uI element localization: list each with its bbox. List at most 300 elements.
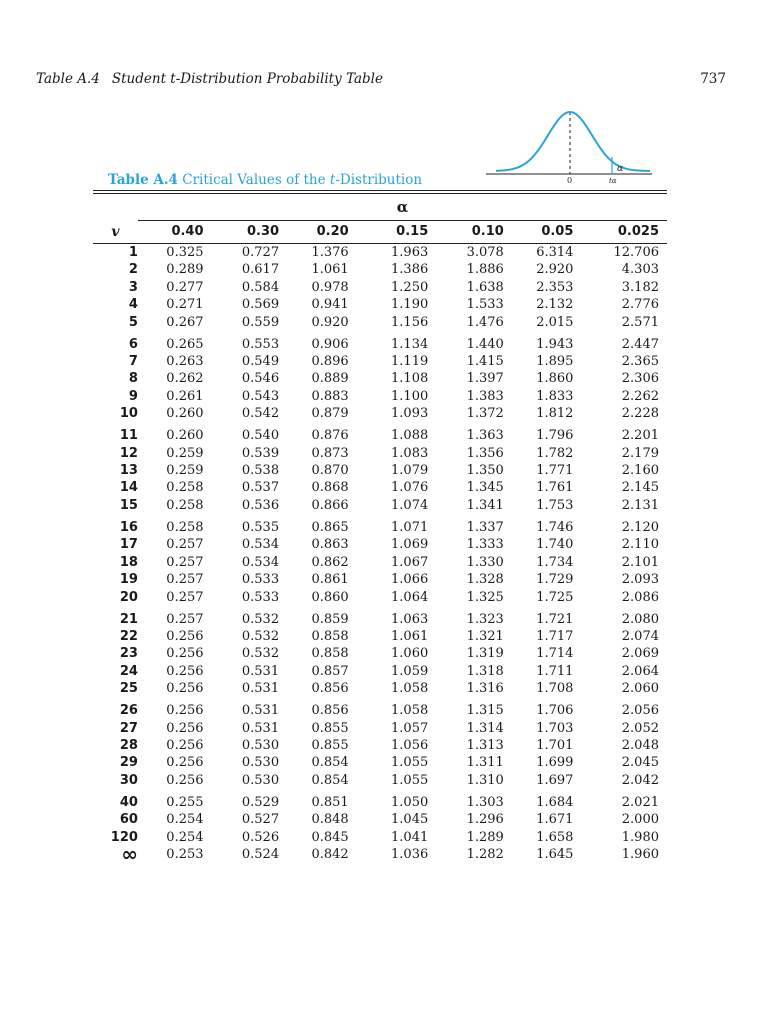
running-head-title: Student t-Distribution Probability Table xyxy=(111,71,383,87)
critical-value-cell: 1.372 xyxy=(466,406,504,422)
critical-value-cell: 1.345 xyxy=(466,480,504,496)
critical-value-cell: 0.856 xyxy=(311,703,349,719)
critical-value-cell: 2.110 xyxy=(621,537,659,553)
critical-value-cell: 0.543 xyxy=(241,388,280,404)
degrees-of-freedom-cell: ∞ xyxy=(121,842,138,867)
critical-value-cell: 0.906 xyxy=(311,336,349,352)
critical-value-cell: 1.671 xyxy=(536,812,574,828)
critical-value-cell: 0.257 xyxy=(166,589,204,605)
alpha-header-row xyxy=(93,194,667,221)
critical-value-cell: 0.531 xyxy=(241,681,280,697)
critical-value-cell: 1.356 xyxy=(466,445,504,461)
critical-value-cell: 1.282 xyxy=(466,846,504,862)
critical-value-cell: 2.052 xyxy=(621,720,659,736)
critical-value-cell: 2.132 xyxy=(536,297,574,313)
degrees-of-freedom-cell: 7 xyxy=(128,354,138,370)
table-row xyxy=(93,497,667,514)
critical-value-cell: 0.254 xyxy=(166,829,204,845)
degrees-of-freedom-cell: 28 xyxy=(119,737,138,753)
table-caption-text-before: Critical Values of the xyxy=(182,172,330,188)
table-row xyxy=(93,331,667,353)
critical-value-cell: 2.000 xyxy=(621,812,659,828)
critical-value-cell: 1.119 xyxy=(391,354,429,370)
degrees-of-freedom-cell: 25 xyxy=(119,681,138,697)
critical-value-cell: 1.066 xyxy=(391,572,429,588)
critical-value-cell: 1.440 xyxy=(466,336,504,352)
critical-value-cell: 3.182 xyxy=(621,279,659,295)
table-row xyxy=(93,663,667,680)
table-row xyxy=(93,279,667,296)
critical-value-cell: 4.303 xyxy=(621,262,659,278)
critical-value-cell: 1.057 xyxy=(391,720,429,736)
degrees-of-freedom-cell: 12 xyxy=(119,445,138,461)
critical-value-cell: 2.179 xyxy=(621,445,659,461)
critical-value-cell: 1.328 xyxy=(466,572,504,588)
critical-value-cell: 0.876 xyxy=(311,428,349,444)
critical-value-cell: 1.045 xyxy=(391,812,429,828)
critical-value-cell: 0.531 xyxy=(241,703,280,719)
critical-value-cell: 0.261 xyxy=(166,388,204,404)
critical-value-cell: 1.684 xyxy=(536,794,574,810)
critical-value-cell: 0.260 xyxy=(166,428,204,444)
table-caption-text-after: -Distribution xyxy=(335,172,423,188)
critical-value-cell: 2.093 xyxy=(621,572,659,588)
critical-value-cell: 0.258 xyxy=(166,519,204,535)
critical-value-cell: 0.848 xyxy=(311,812,349,828)
critical-value-cell: 0.260 xyxy=(166,406,204,422)
critical-value-cell: 0.265 xyxy=(166,336,204,352)
critical-value-cell: 0.259 xyxy=(166,445,204,461)
critical-value-cell: 1.321 xyxy=(466,628,504,644)
degrees-of-freedom-cell: 60 xyxy=(119,812,138,828)
critical-value-cell: 0.845 xyxy=(311,829,349,845)
critical-value-cell: 0.524 xyxy=(241,846,280,862)
critical-value-cell: 2.056 xyxy=(621,703,659,719)
critical-value-cell: 1.697 xyxy=(536,772,574,788)
table-row xyxy=(93,737,667,754)
critical-value-cell: 0.862 xyxy=(311,554,349,570)
critical-value-cell: 1.311 xyxy=(466,755,504,771)
degrees-of-freedom-cell: 13 xyxy=(119,463,138,479)
t-curve xyxy=(496,112,650,171)
critical-value-cell: 0.537 xyxy=(241,480,280,496)
critical-value-cell: 0.277 xyxy=(166,279,204,295)
critical-value-cell: 1.303 xyxy=(466,794,504,810)
critical-value-cell: 0.256 xyxy=(166,703,204,719)
critical-value-cell: 1.771 xyxy=(536,463,574,479)
critical-value-cell: 1.708 xyxy=(536,681,574,697)
critical-value-cell: 1.058 xyxy=(391,703,429,719)
table-row xyxy=(93,462,667,479)
critical-value-cell: 0.546 xyxy=(241,371,280,387)
critical-value-cell: 1.310 xyxy=(466,772,504,788)
critical-value-cell: 2.262 xyxy=(621,388,659,404)
table-body xyxy=(93,244,667,867)
critical-value-cell: 0.542 xyxy=(241,406,280,422)
critical-value-cell: 2.201 xyxy=(621,428,659,444)
critical-value-cell: 1.386 xyxy=(391,262,429,278)
critical-value-cell: 1.061 xyxy=(311,262,349,278)
critical-value-cell: 1.721 xyxy=(536,611,574,627)
critical-value-cell: 1.376 xyxy=(311,245,349,260)
critical-value-cell: 2.074 xyxy=(621,628,659,644)
critical-value-cell: 0.569 xyxy=(241,297,280,313)
critical-value-cell: 1.746 xyxy=(536,519,574,535)
critical-value-cell: 1.734 xyxy=(536,554,574,570)
critical-value-cell: 1.061 xyxy=(391,628,429,644)
critical-value-cell: 0.258 xyxy=(166,480,204,496)
critical-value-cell: 1.330 xyxy=(466,554,504,570)
critical-value-cell: 1.645 xyxy=(536,846,574,862)
critical-value-cell: 0.256 xyxy=(166,681,204,697)
critical-value-cell: 1.050 xyxy=(391,794,429,810)
critical-value-cell: 0.868 xyxy=(311,480,349,496)
critical-value-cell: 1.860 xyxy=(536,371,574,387)
critical-value-cell: 1.533 xyxy=(466,297,504,313)
critical-value-cell: 0.851 xyxy=(311,794,349,810)
degrees-of-freedom-cell: 11 xyxy=(119,428,138,444)
critical-value-cell: 0.530 xyxy=(241,737,280,753)
critical-value-cell: 1.960 xyxy=(621,846,659,862)
alpha-column-header: 0.025 xyxy=(591,221,667,244)
critical-value-cell: 1.337 xyxy=(466,519,504,535)
critical-value-cell: 6.314 xyxy=(536,245,574,260)
critical-value-cell: 2.120 xyxy=(621,519,659,535)
critical-value-cell: 0.527 xyxy=(241,812,280,828)
critical-value-cell: 1.108 xyxy=(391,371,429,387)
critical-value-cell: 0.526 xyxy=(241,829,280,845)
critical-value-cell: 0.865 xyxy=(311,519,349,535)
critical-value-cell: 1.761 xyxy=(536,480,574,496)
table-row xyxy=(93,846,667,863)
table-row xyxy=(93,554,667,571)
critical-value-cell: 1.943 xyxy=(536,336,574,352)
critical-value-cell: 0.540 xyxy=(241,428,280,444)
critical-value-cell: 0.920 xyxy=(311,314,349,330)
degrees-of-freedom-cell: 27 xyxy=(119,720,138,736)
table-caption-label: Table A.4 xyxy=(108,172,178,188)
critical-value-cell: 1.706 xyxy=(536,703,574,719)
critical-value-cell: 2.353 xyxy=(536,279,574,295)
critical-value-cell: 1.638 xyxy=(466,279,504,295)
table-row xyxy=(93,698,667,720)
critical-value-cell: 1.333 xyxy=(466,537,504,553)
table-row xyxy=(93,606,667,628)
alpha-symbol-header: α xyxy=(138,194,667,221)
critical-value-cell: 0.257 xyxy=(166,554,204,570)
degrees-of-freedom-cell: 2 xyxy=(128,262,138,278)
critical-value-cell: 0.257 xyxy=(166,537,204,553)
critical-value-cell: 0.259 xyxy=(166,463,204,479)
critical-value-cell: 2.101 xyxy=(621,554,659,570)
critical-value-cell: 0.256 xyxy=(166,772,204,788)
critical-value-cell: 1.753 xyxy=(536,497,574,513)
degrees-of-freedom-cell: 4 xyxy=(128,297,138,313)
table-row xyxy=(93,261,667,278)
critical-value-cell: 0.325 xyxy=(166,245,204,260)
degrees-of-freedom-cell: 3 xyxy=(128,279,138,295)
critical-value-cell: 0.531 xyxy=(241,720,280,736)
critical-value-cell: 0.859 xyxy=(311,611,349,627)
critical-value-cell: 2.571 xyxy=(621,314,659,330)
degrees-of-freedom-cell: 10 xyxy=(119,406,138,422)
degrees-of-freedom-cell: 6 xyxy=(128,336,138,352)
table-row xyxy=(93,514,667,536)
critical-value-cell: 1.714 xyxy=(536,646,574,662)
critical-value-cell: 2.048 xyxy=(621,737,659,753)
critical-value-cell: 1.041 xyxy=(391,829,429,845)
critical-value-cell: 1.701 xyxy=(536,737,574,753)
degrees-of-freedom-cell: 23 xyxy=(119,646,138,662)
table-row xyxy=(93,314,667,331)
critical-value-cell: 1.100 xyxy=(391,388,429,404)
critical-value-cell: 0.256 xyxy=(166,720,204,736)
critical-value-cell: 1.796 xyxy=(536,428,574,444)
critical-value-cell: 0.254 xyxy=(166,812,204,828)
critical-value-cell: 0.842 xyxy=(311,846,349,862)
critical-value-cell: 1.074 xyxy=(391,497,429,513)
critical-value-cell: 1.782 xyxy=(536,445,574,461)
page-number: 737 xyxy=(700,71,726,87)
critical-value-cell: 0.256 xyxy=(166,737,204,753)
critical-value-cell: 1.060 xyxy=(391,646,429,662)
critical-value-cell: 2.131 xyxy=(621,497,659,513)
degrees-of-freedom-cell: 16 xyxy=(119,519,138,535)
critical-value-cell: 0.534 xyxy=(241,537,280,553)
alpha-column-header: 0.40 xyxy=(138,221,214,244)
critical-value-cell: 1.350 xyxy=(466,463,504,479)
degrees-of-freedom-cell: 1 xyxy=(128,245,138,260)
critical-value-cell: 1.079 xyxy=(391,463,429,479)
critical-value-cell: 0.536 xyxy=(241,497,280,513)
critical-value-cell: 0.584 xyxy=(241,279,280,295)
critical-value-cell: 1.134 xyxy=(391,336,429,352)
critical-value-cell: 1.711 xyxy=(536,663,574,679)
critical-value-cell: 1.397 xyxy=(466,371,504,387)
critical-value-cell: 0.257 xyxy=(166,611,204,627)
degrees-of-freedom-cell: 20 xyxy=(119,589,138,605)
critical-value-cell: 1.156 xyxy=(391,314,429,330)
critical-value-cell: 0.854 xyxy=(311,755,349,771)
critical-value-cell: 2.069 xyxy=(621,646,659,662)
critical-value-cell: 2.080 xyxy=(621,611,659,627)
critical-value-cell: 0.271 xyxy=(166,297,204,313)
critical-value-cell: 0.538 xyxy=(241,463,280,479)
critical-value-cell: 12.706 xyxy=(613,245,659,260)
figure-alpha-label: α xyxy=(617,164,624,174)
critical-value-cell: 0.256 xyxy=(166,755,204,771)
critical-value-cell: 0.863 xyxy=(311,537,349,553)
critical-value-cell: 1.190 xyxy=(391,297,429,313)
degrees-of-freedom-cell: 26 xyxy=(119,703,138,719)
critical-value-cell: 2.228 xyxy=(621,406,659,422)
critical-value-cell: 0.258 xyxy=(166,497,204,513)
critical-value-cell: 0.256 xyxy=(166,646,204,662)
table-row xyxy=(93,589,667,606)
critical-value-cell: 0.532 xyxy=(241,611,280,627)
critical-value-cell: 1.895 xyxy=(536,354,574,370)
critical-value-cell: 0.253 xyxy=(166,846,204,862)
critical-value-cell: 0.529 xyxy=(241,794,280,810)
critical-value-cell: 0.978 xyxy=(311,279,349,295)
alpha-column-header: 0.20 xyxy=(289,221,365,244)
table-caption xyxy=(108,172,422,188)
critical-value-cell: 2.365 xyxy=(621,354,659,370)
degrees-of-freedom-cell: 120 xyxy=(110,829,138,845)
critical-value-cell: 0.263 xyxy=(166,354,204,370)
critical-value-cell: 1.383 xyxy=(466,388,504,404)
figure-t-alpha-label: tα xyxy=(609,177,617,185)
critical-value-cell: 1.658 xyxy=(536,829,574,845)
table-caption-t: t xyxy=(329,172,336,188)
running-head xyxy=(36,71,383,87)
table-row xyxy=(93,388,667,405)
critical-value-cell: 1.319 xyxy=(466,646,504,662)
critical-value-cell: 0.889 xyxy=(311,371,349,387)
critical-value-cell: 0.883 xyxy=(311,388,349,404)
critical-value-cell: 1.699 xyxy=(536,755,574,771)
critical-value-cell: 0.870 xyxy=(311,463,349,479)
degrees-of-freedom-cell: 17 xyxy=(119,537,138,553)
critical-value-cell: 1.250 xyxy=(391,279,429,295)
critical-value-cell: 1.717 xyxy=(536,628,574,644)
table-row xyxy=(93,645,667,662)
critical-value-cell: 0.941 xyxy=(311,297,349,313)
critical-value-cell: 1.318 xyxy=(466,663,504,679)
critical-value-cell: 2.060 xyxy=(621,681,659,697)
critical-value-cell: 1.316 xyxy=(466,681,504,697)
table-row xyxy=(93,754,667,771)
critical-value-cell: 0.539 xyxy=(241,445,280,461)
critical-value-cell: 0.858 xyxy=(311,646,349,662)
table-row xyxy=(93,829,667,846)
critical-value-cell: 0.854 xyxy=(311,772,349,788)
critical-value-cell: 0.855 xyxy=(311,720,349,736)
critical-value-cell: 0.535 xyxy=(241,519,280,535)
degrees-of-freedom-cell: 40 xyxy=(119,794,138,810)
degrees-of-freedom-cell: 8 xyxy=(128,371,138,387)
critical-value-cell: 0.879 xyxy=(311,406,349,422)
table-row xyxy=(93,405,667,422)
critical-value-cell: 1.415 xyxy=(466,354,504,370)
critical-value-cell: 0.531 xyxy=(241,663,280,679)
critical-value-cell: 0.860 xyxy=(311,589,349,605)
degrees-of-freedom-cell: 30 xyxy=(119,772,138,788)
critical-value-cell: 0.533 xyxy=(241,589,280,605)
critical-value-cell: 2.021 xyxy=(621,794,659,810)
critical-value-cell: 0.549 xyxy=(241,354,280,370)
running-head-label: Table A.4 xyxy=(36,71,100,87)
degrees-of-freedom-cell: 21 xyxy=(119,611,138,627)
table-row xyxy=(93,789,667,811)
t-distribution-table xyxy=(93,190,667,867)
critical-value-cell: 0.530 xyxy=(241,772,280,788)
critical-value-cell: 0.262 xyxy=(166,371,204,387)
critical-value-cell: 0.255 xyxy=(166,794,204,810)
critical-value-cell: 1.056 xyxy=(391,737,429,753)
critical-value-cell: 2.160 xyxy=(621,463,659,479)
critical-value-cell: 1.076 xyxy=(391,480,429,496)
degrees-of-freedom-cell: 18 xyxy=(119,554,138,570)
table-row xyxy=(93,772,667,789)
critical-value-cell: 0.256 xyxy=(166,663,204,679)
critical-value-cell: 1.067 xyxy=(391,554,429,570)
alpha-column-header: 0.30 xyxy=(214,221,290,244)
critical-value-cell: 2.042 xyxy=(621,772,659,788)
critical-value-cell: 0.530 xyxy=(241,755,280,771)
critical-value-cell: 0.861 xyxy=(311,572,349,588)
critical-value-cell: 1.289 xyxy=(466,829,504,845)
critical-value-cell: 1.703 xyxy=(536,720,574,736)
critical-value-cell: 2.145 xyxy=(621,480,659,496)
critical-value-cell: 1.296 xyxy=(466,812,504,828)
alpha-column-header: 0.15 xyxy=(365,221,441,244)
critical-value-cell: 3.078 xyxy=(466,245,504,260)
table-row xyxy=(93,244,667,262)
table-row xyxy=(93,811,667,828)
critical-value-cell: 0.533 xyxy=(241,572,280,588)
critical-value-cell: 1.063 xyxy=(391,611,429,627)
degrees-of-freedom-cell: 14 xyxy=(119,480,138,496)
critical-value-cell: 1.055 xyxy=(391,755,429,771)
degrees-of-freedom-cell: 22 xyxy=(119,628,138,644)
alpha-column-header: 0.10 xyxy=(440,221,516,244)
critical-value-cell: 1.055 xyxy=(391,772,429,788)
critical-value-cell: 0.532 xyxy=(241,646,280,662)
critical-value-cell: 1.725 xyxy=(536,589,574,605)
critical-value-cell: 2.306 xyxy=(621,371,659,387)
critical-value-cell: 1.325 xyxy=(466,589,504,605)
critical-value-cell: 2.086 xyxy=(621,589,659,605)
critical-value-cell: 2.447 xyxy=(621,336,659,352)
critical-value-cell: 1.963 xyxy=(391,245,429,260)
critical-value-cell: 0.855 xyxy=(311,737,349,753)
alpha-column-header: 0.05 xyxy=(516,221,592,244)
critical-value-cell: 0.866 xyxy=(311,497,349,513)
critical-value-cell: 0.559 xyxy=(241,314,280,330)
critical-value-cell: 2.015 xyxy=(536,314,574,330)
critical-value-cell: 1.069 xyxy=(391,537,429,553)
critical-value-cell: 0.857 xyxy=(311,663,349,679)
critical-value-cell: 0.727 xyxy=(241,245,280,260)
degrees-of-freedom-cell: 29 xyxy=(119,755,138,771)
critical-value-cell: 0.617 xyxy=(241,262,280,278)
degrees-of-freedom-cell: 5 xyxy=(128,314,138,330)
table-row xyxy=(93,479,667,496)
table-row xyxy=(93,296,667,313)
figure-zero-label: 0 xyxy=(567,176,573,185)
critical-value-cell: 1.363 xyxy=(466,428,504,444)
critical-value-cell: 1.980 xyxy=(621,829,659,845)
critical-value-cell: 1.083 xyxy=(391,445,429,461)
critical-value-cell: 1.313 xyxy=(466,737,504,753)
critical-value-cell: 1.315 xyxy=(466,703,504,719)
critical-value-cell: 1.071 xyxy=(391,519,429,535)
degrees-of-freedom-cell: 24 xyxy=(119,663,138,679)
critical-value-cell: 0.856 xyxy=(311,681,349,697)
critical-value-cell: 0.553 xyxy=(241,336,280,352)
critical-value-cell: 2.064 xyxy=(621,663,659,679)
critical-value-cell: 1.886 xyxy=(466,262,504,278)
table-row xyxy=(93,628,667,645)
critical-value-cell: 0.257 xyxy=(166,572,204,588)
critical-value-cell: 0.256 xyxy=(166,628,204,644)
critical-value-cell: 1.058 xyxy=(391,681,429,697)
critical-value-cell: 0.873 xyxy=(311,445,349,461)
table-row xyxy=(93,445,667,462)
degrees-of-freedom-cell: 19 xyxy=(119,572,138,588)
table-row xyxy=(93,423,667,445)
